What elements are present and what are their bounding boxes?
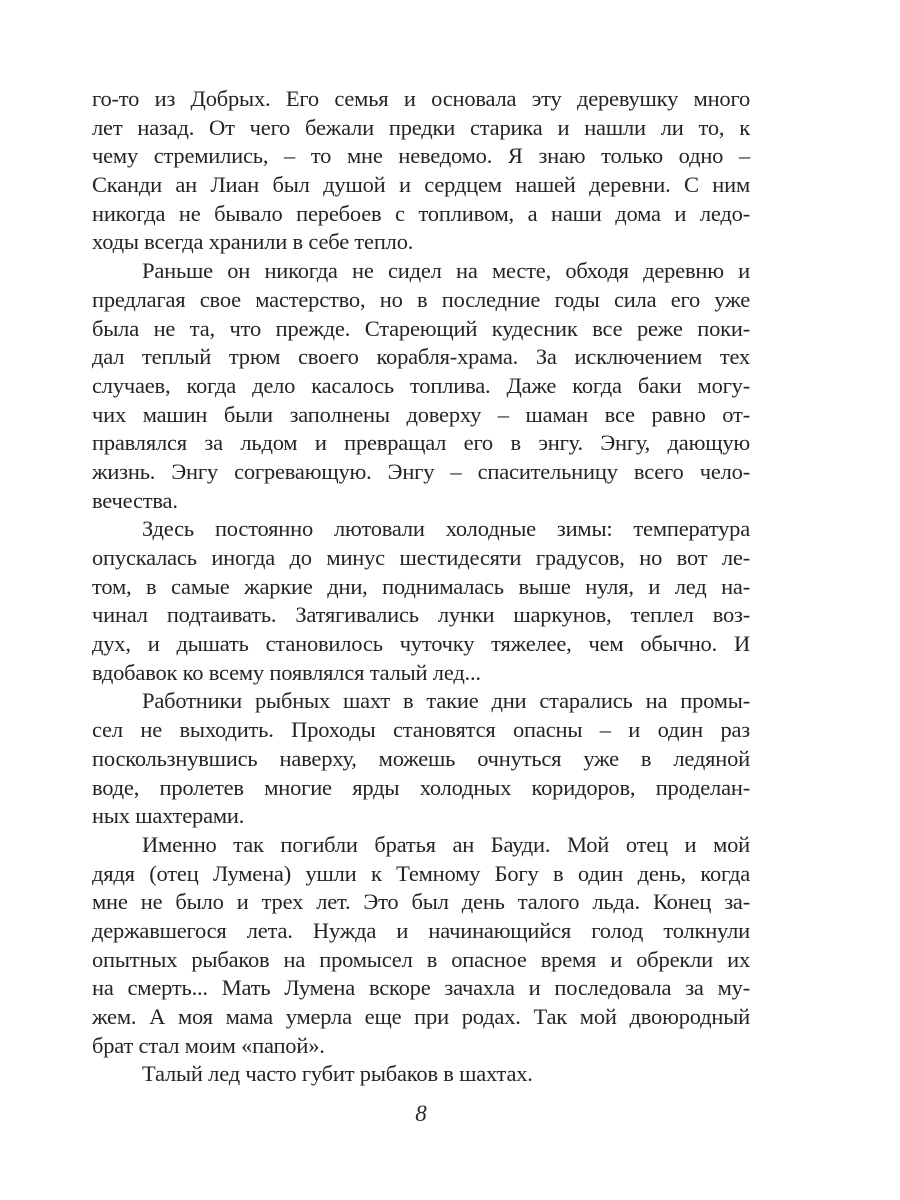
paragraph: [92, 85, 750, 257]
text-line: вдобавок ко всему появлялся талый лед...: [92, 659, 481, 685]
text-line: вечества.: [92, 487, 178, 513]
paragraph: [92, 1060, 750, 1089]
text-line: никогда не бывало перебоев с топливом, а наши дома и ледо-: [92, 200, 750, 226]
text-line: том, в самые жаркие дни, поднималась выше нуля, и лед на-: [92, 573, 750, 599]
text-line: чих машин были заполнены доверху – шаман все равно от-: [92, 401, 750, 427]
paragraph: [92, 257, 750, 515]
text-line: дядя (отец Лумена) ушли к Темному Богу в один день, когда: [92, 860, 750, 886]
text-line: державшегося лета. Нужда и начинающийся голод толкнули: [92, 917, 750, 943]
text-line: дух, и дышать становилось чуточку тяжелее, чем обычно. И: [92, 631, 750, 657]
text-line: лет назад. От чего бежали предки старика и нашли ли то, к: [92, 114, 750, 140]
text-line: Здесь постоянно лютовали холодные зимы: температура: [142, 516, 750, 542]
text-line: опытных рыбаков на промысел в опасное время и обрекли их: [92, 946, 750, 972]
text-line: на смерть... Мать Лумена вскоре зачахла и последовала за му-: [92, 975, 750, 1001]
text-line: поскользнувшись наверху, можешь очнуться уже в ледяной: [92, 745, 750, 771]
text-line: мне не было и трех лет. Это был день талого льда. Конец за-: [92, 889, 750, 915]
text-line: дал теплый трюм своего корабля-храма. За исключением тех: [92, 344, 750, 370]
text-line: Талый лед часто губит рыбаков в шахтах.: [142, 1061, 533, 1087]
text-line: опускалась иногда до минус шестидесяти градусов, но вот ле-: [92, 545, 750, 570]
text-line: ходы всегда хранили в себе тепло.: [92, 229, 414, 255]
text-line: Работники рыбных шахт в такие дни старались на промы-: [142, 688, 750, 714]
paragraph: [92, 687, 750, 830]
text-line: Раньше он никогда не сидел на месте, обходя деревню и: [142, 258, 750, 284]
text-line: брат стал моим «папой».: [92, 1032, 325, 1058]
text-line: чему стремились, – то мне неведомо. Я знаю только одно –: [92, 143, 750, 169]
paragraph: [92, 515, 750, 687]
paragraph: [92, 831, 750, 1061]
text-line: го-то из Добрых. Его семья и основала эту деревушку много: [92, 86, 750, 111]
text-line: Именно так погибли братья ан Бауди. Мой отец и мой: [142, 831, 750, 857]
text-line: была не та, что прежде. Стареющий кудесник все реже поки-: [92, 315, 750, 341]
text-line: чинал подтаивать. Затягивались лунки шаркунов, теплел воз-: [92, 602, 750, 628]
page-text: [92, 85, 750, 1089]
text-line: случаев, когда дело касалось топлива. Даже когда баки могу-: [92, 372, 750, 398]
text-line: Сканди ан Лиан был душой и сердцем нашей деревни. С ним: [92, 172, 750, 198]
text-line: жизнь. Энгу согревающую. Энгу – спасительницу всего чело-: [92, 458, 750, 484]
text-line: жем. А моя мама умерла еще при родах. Так мой двоюродный: [92, 1004, 750, 1029]
text-line: правлялся за льдом и превращал его в энгу. Энгу, дающую: [92, 430, 750, 456]
text-line: предлагая свое мастерство, но в последние годы сила его уже: [92, 286, 750, 312]
text-line: ных шахтерами.: [92, 803, 245, 829]
text-line: воде, пролетев многие ярды холодных коридоров, проделан-: [92, 774, 750, 800]
text-line: сел не выходить. Проходы становятся опасны – и один раз: [92, 717, 750, 743]
page-number: 8: [415, 1101, 427, 1126]
